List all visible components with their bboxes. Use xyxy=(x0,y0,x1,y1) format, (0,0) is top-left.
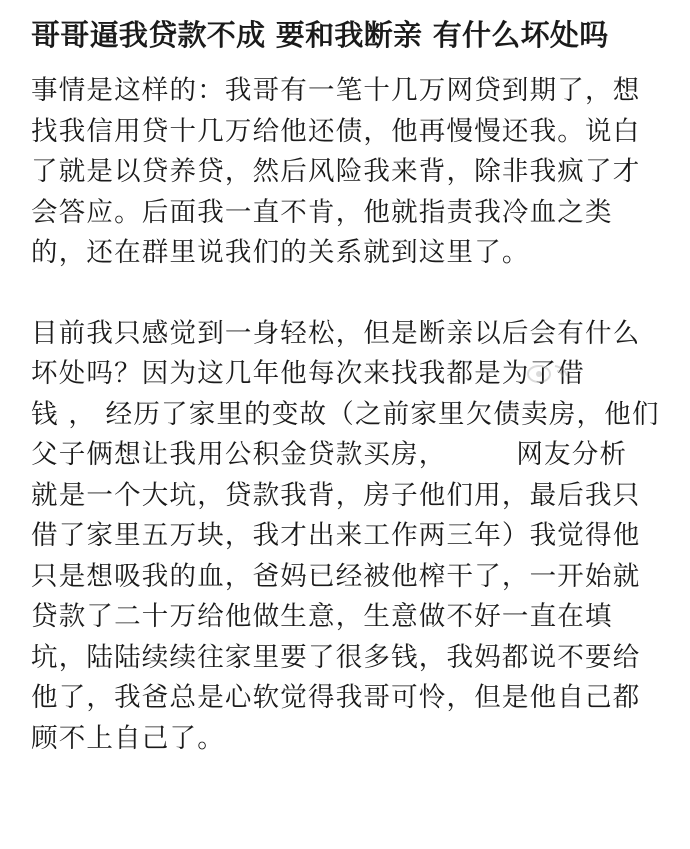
text-line: 只是想吸我的血，爸妈已经被他榨干了，一开始就 xyxy=(31,560,641,592)
text-line: 了就是以贷养贷，然后风险我来背，除非我疯了才 xyxy=(31,156,641,187)
paragraph-2 xyxy=(31,314,671,760)
text-line: 目前我只感觉到一身轻松，但是断亲以后会有什么 xyxy=(31,317,641,349)
text-line: 父子俩想让我用公积金贷款买房， 网友分析 xyxy=(31,439,628,470)
paragraph-1 xyxy=(31,71,671,274)
text-line: 坏处吗？因为这几年他每次来找我都是为了借 xyxy=(31,358,585,389)
text-line: 顾不上自己了。 xyxy=(31,722,225,754)
watermark-icon xyxy=(525,360,573,386)
text-line: 找我信用贷十几万给他还债，他再慢慢还我。说白 xyxy=(31,115,641,147)
post xyxy=(31,14,671,759)
post-body xyxy=(31,71,671,759)
text-line: 会答应。后面我一直不肯，他就指责我冷血之类 xyxy=(31,196,613,228)
text-line: 他了，我爸总是心软觉得我哥可怜，但是他自己都 xyxy=(31,682,641,713)
text-line: 贷款了二十万给他做生意，生意做不好一直在填 xyxy=(31,601,613,632)
text-line: 就是一个大坑，贷款我背，房子他们用，最后我只 xyxy=(31,479,641,511)
text-line: 借了家里五万块，我才出来工作两三年）我觉得他 xyxy=(31,520,641,551)
text-line: 钱 ， 经历了家里的变故（之前家里欠债卖房，他们 xyxy=(31,398,660,430)
post-title: 哥哥逼我贷款不成 要和我断亲 有什么坏处吗 xyxy=(31,18,609,52)
text-line: 事情是这样的：我哥有一笔十几万网贷到期了，想 xyxy=(31,75,641,106)
text-line: 坑，陆陆续续往家里要了很多钱，我妈都说不要给 xyxy=(31,641,641,673)
text-line: 的，还在群里说我们的关系就到这里了。 xyxy=(31,237,530,268)
